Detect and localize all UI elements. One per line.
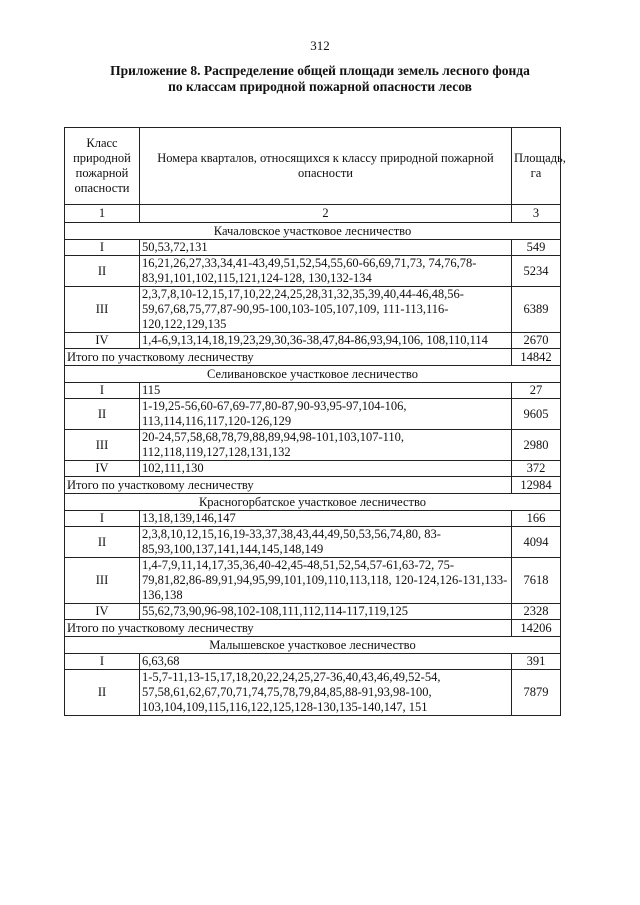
- section-total-row: [65, 620, 561, 637]
- total-label: Итого по участковому лесничеству: [65, 349, 512, 366]
- table-row: [65, 558, 561, 604]
- class-cell: II: [65, 256, 140, 287]
- area-cell: 7618: [512, 558, 561, 604]
- column-index-1: 1: [65, 205, 140, 223]
- area-cell: 2670: [512, 333, 561, 349]
- page-title: [40, 63, 600, 95]
- section-header-row: [65, 223, 561, 240]
- quarters-cell: 115: [140, 383, 512, 399]
- quarters-cell: 55,62,73,90,96-98,102-108,111,112,114-117,119,125: [140, 604, 512, 620]
- section-name: Качаловское участковое лесничество: [65, 223, 561, 240]
- area-cell: 166: [512, 511, 561, 527]
- class-cell: IV: [65, 461, 140, 477]
- quarters-cell: 1,4-6,9,13,14,18,19,23,29,30,36-38,47,84-86,93,94,106, 108,110,114: [140, 333, 512, 349]
- table-row: [65, 511, 561, 527]
- quarters-cell: 16,21,26,27,33,34,41-43,49,51,52,54,55,60-66,69,71,73, 74,76,78-83,91,101,102,115,121,124-128, 130,132-134: [140, 256, 512, 287]
- quarters-cell: 2,3,7,8,10-12,15,17,10,22,24,25,28,31,32,35,39,40,44-46,48,56-59,67,68,75,77,87-90,95-100,103-105,107,109, 111-113,116-120,122,129,135: [140, 287, 512, 333]
- table-row: [65, 670, 561, 716]
- class-cell: III: [65, 287, 140, 333]
- quarters-cell: 13,18,139,146,147: [140, 511, 512, 527]
- total-label: Итого по участковому лесничеству: [65, 620, 512, 637]
- area-cell: 391: [512, 654, 561, 670]
- table-row: [65, 654, 561, 670]
- title-line-2: по классам природной пожарной опасности лесов: [168, 79, 472, 94]
- class-cell: II: [65, 670, 140, 716]
- area-cell: 9605: [512, 399, 561, 430]
- header-area: Площадь, га: [512, 128, 561, 205]
- area-cell: 27: [512, 383, 561, 399]
- column-index-row: [65, 205, 561, 223]
- area-cell: 372: [512, 461, 561, 477]
- class-cell: I: [65, 383, 140, 399]
- table-row: [65, 399, 561, 430]
- table-row: [65, 461, 561, 477]
- section-name: Красногорбатское участковое лесничество: [65, 494, 561, 511]
- class-cell: III: [65, 558, 140, 604]
- table-row: [65, 256, 561, 287]
- quarters-cell: 50,53,72,131: [140, 240, 512, 256]
- section-total-row: [65, 349, 561, 366]
- area-cell: 549: [512, 240, 561, 256]
- header-class: Класс природной пожарной опасности: [65, 128, 140, 205]
- table-row: [65, 333, 561, 349]
- area-cell: 2328: [512, 604, 561, 620]
- title-line-1: Приложение 8. Распределение общей площади земель лесного фонда: [110, 63, 530, 78]
- section-total-row: [65, 477, 561, 494]
- section-header-row: [65, 494, 561, 511]
- area-cell: 2980: [512, 430, 561, 461]
- column-index-2: 2: [140, 205, 512, 223]
- total-label: Итого по участковому лесничеству: [65, 477, 512, 494]
- quarters-cell: 1-19,25-56,60-67,69-77,80-87,90-93,95-97,104-106, 113,114,116,117,120-126,129: [140, 399, 512, 430]
- table-row: [65, 430, 561, 461]
- section-name: Малышевское участковое лесничество: [65, 637, 561, 654]
- page-number: 312: [310, 38, 330, 53]
- fire-danger-table: [64, 127, 566, 716]
- header-quarters: Номера кварталов, относящихся к классу природной пожарной опасности: [140, 128, 512, 205]
- header-row: [65, 128, 561, 205]
- table-row: [65, 527, 561, 558]
- table-row: [65, 287, 561, 333]
- quarters-cell: 1,4-7,9,11,14,17,35,36,40-42,45-48,51,52,54,57-61,63-72, 75-79,81,82,86-89,91,94,95,99,101,109,110,113,118, 120-124,126-131,133-136,138: [140, 558, 512, 604]
- class-cell: II: [65, 399, 140, 430]
- total-value: 14842: [512, 349, 561, 366]
- class-cell: I: [65, 511, 140, 527]
- quarters-cell: 102,111,130: [140, 461, 512, 477]
- quarters-cell: 6,63,68: [140, 654, 512, 670]
- table-row: [65, 604, 561, 620]
- section-header-row: [65, 366, 561, 383]
- section-name: Селивановское участковое лесничество: [65, 366, 561, 383]
- quarters-cell: 20-24,57,58,68,78,79,88,89,94,98-101,103,107-110, 112,118,119,127,128,131,132: [140, 430, 512, 461]
- section-header-row: [65, 637, 561, 654]
- table-row: [65, 240, 561, 256]
- class-cell: IV: [65, 604, 140, 620]
- class-cell: II: [65, 527, 140, 558]
- area-cell: 7879: [512, 670, 561, 716]
- total-value: 12984: [512, 477, 561, 494]
- class-cell: IV: [65, 333, 140, 349]
- quarters-cell: 1-5,7-11,13-15,17,18,20,22,24,25,27-36,40,43,46,49,52-54, 57,58,61,62,67,70,71,74,75,78,79,84,85,88-91,93,98-100, 103,104,109,115,116,122,125,128-130,135-140,147, 151: [140, 670, 512, 716]
- column-index-3: 3: [512, 205, 561, 223]
- class-cell: I: [65, 654, 140, 670]
- table-row: [65, 383, 561, 399]
- total-value: 14206: [512, 620, 561, 637]
- area-cell: 4094: [512, 527, 561, 558]
- area-cell: 5234: [512, 256, 561, 287]
- area-cell: 6389: [512, 287, 561, 333]
- class-cell: I: [65, 240, 140, 256]
- quarters-cell: 2,3,8,10,12,15,16,19-33,37,38,43,44,49,50,53,56,74,80, 83-85,93,100,137,141,144,145,148,149: [140, 527, 512, 558]
- class-cell: III: [65, 430, 140, 461]
